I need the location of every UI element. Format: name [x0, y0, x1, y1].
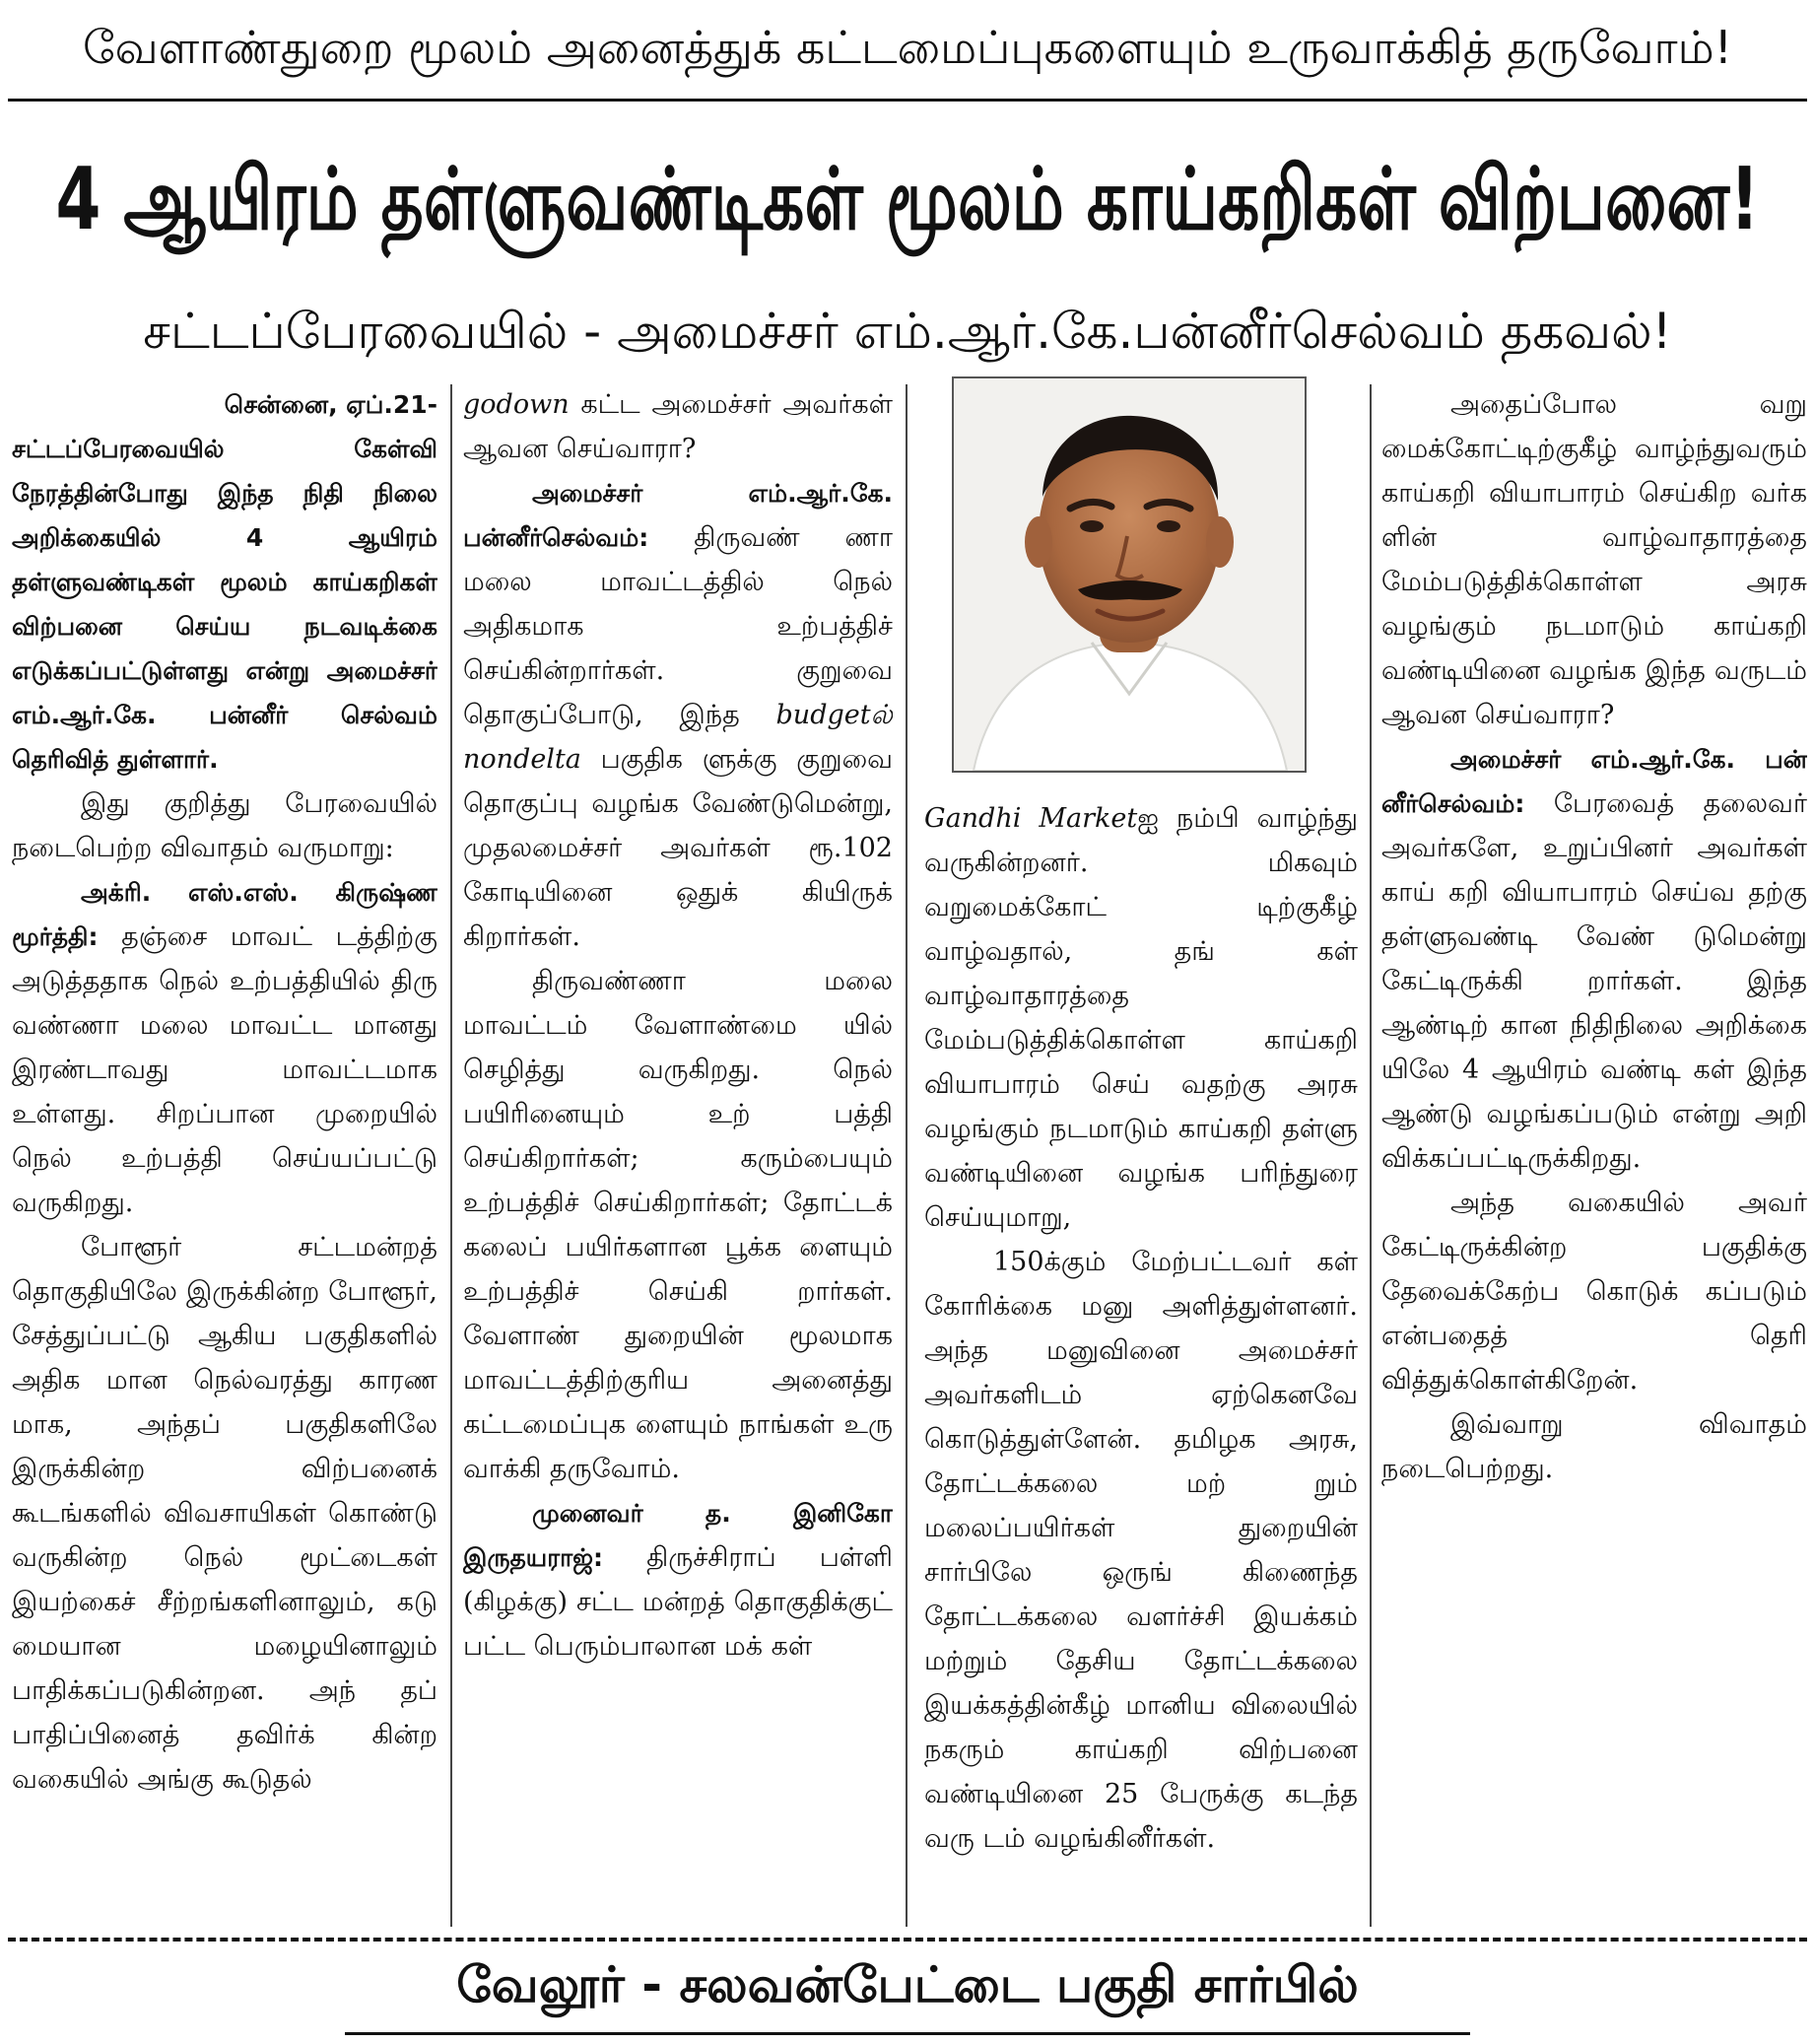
question-2-english-term: Gandhi Market [924, 803, 1138, 834]
answer-1-text-continued: பகுதிக ளுக்கு குறுவை தொகுப்பு வழங்க வேண்டுமென்று, முதலமைச்சர் அவர்கள் ரூ.102 கோடியினை ஒதுக் கியிருக் கிறார்கள். [463, 744, 893, 952]
footer-dashed-rule [8, 1938, 1807, 1942]
article-column-1 [12, 382, 437, 1920]
question-2-text-continued: ஐ நம்பி வாழ்ந்து வருகின்றனர். மிகவும் வறுமைக்கோட் டிற்குகீழ் வாழ்வதால், தங் கள் வாழ்வாதாரத்தை மேம்படுத்திக்கொள்ள காய்கறி வியாபாரம் செய் வதற்கு அரசு வழங்கும் நடமாடும் காய்கறி தள்ளு வண்டியினை வழங்க பரிந்துரை செய்யுமாறு, [924, 803, 1358, 1233]
question-1-english-term: godown [463, 389, 570, 420]
question-1-text: தஞ்சை மாவட் டத்திற்கு அடுத்ததாக நெல் உற்பத்தியில் திரு வண்ணா மலை மாவட்ட மானது இரண்டாவது மாவட்டமாக உள்ளது. சிறப்பான முறையில் நெல் உற்பத்தி செய்யப்பட்டு வருகிறது. [12, 921, 437, 1218]
next-article-headline: வேலூர் - சலவன்பேட்டை பகுதி சார்பில் [456, 1956, 1359, 2013]
minister-photo [952, 376, 1307, 773]
question-2-text: திருச்சிராப் பள்ளி (கிழக்கு) சட்ட மன்றத் தொகுதிக்குட் பட்ட பெரும்பாலான மக் கள் [463, 1542, 893, 1662]
answer-1-paragraph-2: திருவண்ணா மலை மாவட்டம் வேளாண்மை யில் செழித்து வருகிறது. நெல் பயிரினையும் உற் பத்தி செய்கிறார்கள்; கரும்பையும் உற்பத்திச் செய்கிறார்கள்; தோட்டக் கலைப் பயிர்களான பூக்க ளையும் உற்பத்திச் செய்கி றார்கள். வேளாண் துறையின் மூலமாக மாவட்டத்திற்குரிய அனைத்து கட்டமைப்புக ளையும் நாங்கள் உரு வாக்கி தருவோம். [463, 966, 893, 1484]
article-column-4 [1381, 382, 1807, 1920]
question-2-paragraph-2: 150க்கும் மேற்பட்டவர் கள் கோரிக்கை மனு அளித்துள்ளனர். அந்த மனுவினை அமைச்சர் அவர்களிடம் ஏற்கெனவே கொடுத்துள்ளேன். தமிழக அரசு, தோட்டக்கலை மற் றும் மலைப்பயிர்கள் துறையின் சார்பிலே ஒருங் கிணைந்த தோட்டக்கலை வளர்ச்சி இயக்கம் மற்றும் தேசிய தோட்டக்கலை இயக்கத்தின்கீழ் மானிய விலையில் நகரும் காய்கறி விற்பனை வண்டியினை 25 பேருக்கு கடந்த வரு டம் வழங்கினீர்கள். [924, 1247, 1358, 1854]
column-divider [1370, 384, 1372, 1927]
question-1-speaker: அக்ரி. எஸ்.எஸ். கிருஷ்ண மூர்த்தி: [12, 878, 437, 951]
dateline: சென்னை, ஏப்.21- [224, 390, 437, 419]
answer-2-text: பேரவைத் தலைவர் அவர்களே, உறுப்பினர் அவர்கள் காய் கறி வியாபாரம் செய்வ தற்கு தள்ளுவண்டி வேண் டுமென்று கேட்டிருக்கி றார்கள். இந்த ஆண்டிற் கான நிதிநிலை அறிக்கை யிலே 4 ஆயிரம் வண்டி கள் இந்த ஆண்டு வழங்கப்படும் என்று அறி விக்கப்பட்டிருக்கிறது. [1381, 788, 1807, 1174]
question-2-speaker: முனைவர் த. இனிகோ இருதயராஜ்: [463, 1499, 893, 1572]
subheadline: சட்டப்பேரவையில் - அமைச்சர் எம்.ஆர்.கே.பன்னீர்செல்வம் தகவல்! [143, 303, 1672, 360]
column-divider [450, 384, 452, 1927]
headline: 4 ஆயிரம் தள்ளுவண்டிகள் மூலம் காய்கறிகள் விற்பனை! [55, 149, 1760, 250]
footer-rule [345, 2032, 1470, 2035]
question-1-end: கட்ட அமைச்சர் அவர்கள் ஆவன செய்வாரா? [463, 389, 893, 464]
closing-line: இவ்வாறு விவாதம் நடைபெற்றது. [1381, 1409, 1807, 1484]
answer-1-speaker: அமைச்சர் எம்.ஆர்.கே. பன்னீர்செல்வம்: [463, 479, 893, 552]
question-1-continued: போளூர் சட்டமன்றத் தொகுதியிலே இருக்கின்ற போளூர், சேத்துப்பட்டு ஆகிய பகுதிகளில் அதிக மான நெல்வரத்து காரண மாக, அந்தப் பகுதிகளிலே இருக்கின்ற விற்பனைக் கூடங்களில் விவசாயிகள் கொண்டு வருகின்ற நெல் மூட்டைகள் இயற்கைச் சீற்றங்களினாலும், கடு மையான மழையினாலும் பாதிக்கப்படுகின்றன. அந் தப் பாதிப்பினைத் தவிர்க் கின்ற வகையில் அங்கு கூடுதல் [12, 1232, 437, 1795]
kicker-rule [8, 99, 1807, 102]
answer-2-paragraph-2: அந்த வகையில் அவர் கேட்டிருக்கின்ற பகுதிக்கு தேவைக்கேற்ப கொடுக் கப்படும் என்பதைத் தெரி வித்துக்கொள்கிறேன். [1381, 1188, 1807, 1396]
answer-2-speaker: அமைச்சர் எம்.ஆர்.கே. பன் னீர்செல்வம்: [1381, 745, 1807, 818]
kicker-line: வேளாண்துறை மூலம் அனைத்துக் கட்டமைப்புகளையும் உருவாக்கித் தருவோம்! [82, 21, 1733, 74]
article-column-3 [924, 796, 1358, 1920]
answer-1-english-term: budgetல் nondelta [463, 700, 893, 775]
question-2-paragraph-3: அதைப்போல வறு மைக்கோட்டிற்குகீழ் வாழ்ந்துவரும் காய்கறி வியாபாரம் செய்கிற வர்க ளின் வாழ்வாதாரத்தை மேம்படுத்திக்கொள்ள அரசு வழங்கும் நடமாடும் காய்கறி வண்டியினை வழங்க இந்த வருடம் ஆவன செய்வாரா? [1381, 389, 1807, 730]
lead-paragraph: சட்டப்பேரவையில் கேள்வி நேரத்தின்போது இந்த நிதி நிலை அறிக்கையில் 4 ஆயிரம் தள்ளுவண்டிகள் மூலம் காய்கறிகள் விற்பனை செய்ய நடவடிக்கை எடுக்கப்பட்டுள்ளது என்று அமைச்சர் எம்.ஆர்.கே. பன்னீர் செல்வம் தெரிவித் துள்ளார். [12, 435, 437, 774]
portrait-image [954, 378, 1305, 771]
column-divider [906, 384, 908, 1927]
intro-paragraph: இது குறித்து பேரவையில் நடைபெற்ற விவாதம் வருமாறு: [12, 788, 437, 863]
article-column-2-body [463, 382, 893, 1920]
answer-1-text: திருவண் ணா மலை மாவட்டத்தில் நெல் அதிகமாக உற்பத்திச் செய்கின்றார்கள். குறுவை தொகுப்போடு, இந்த [463, 522, 893, 730]
